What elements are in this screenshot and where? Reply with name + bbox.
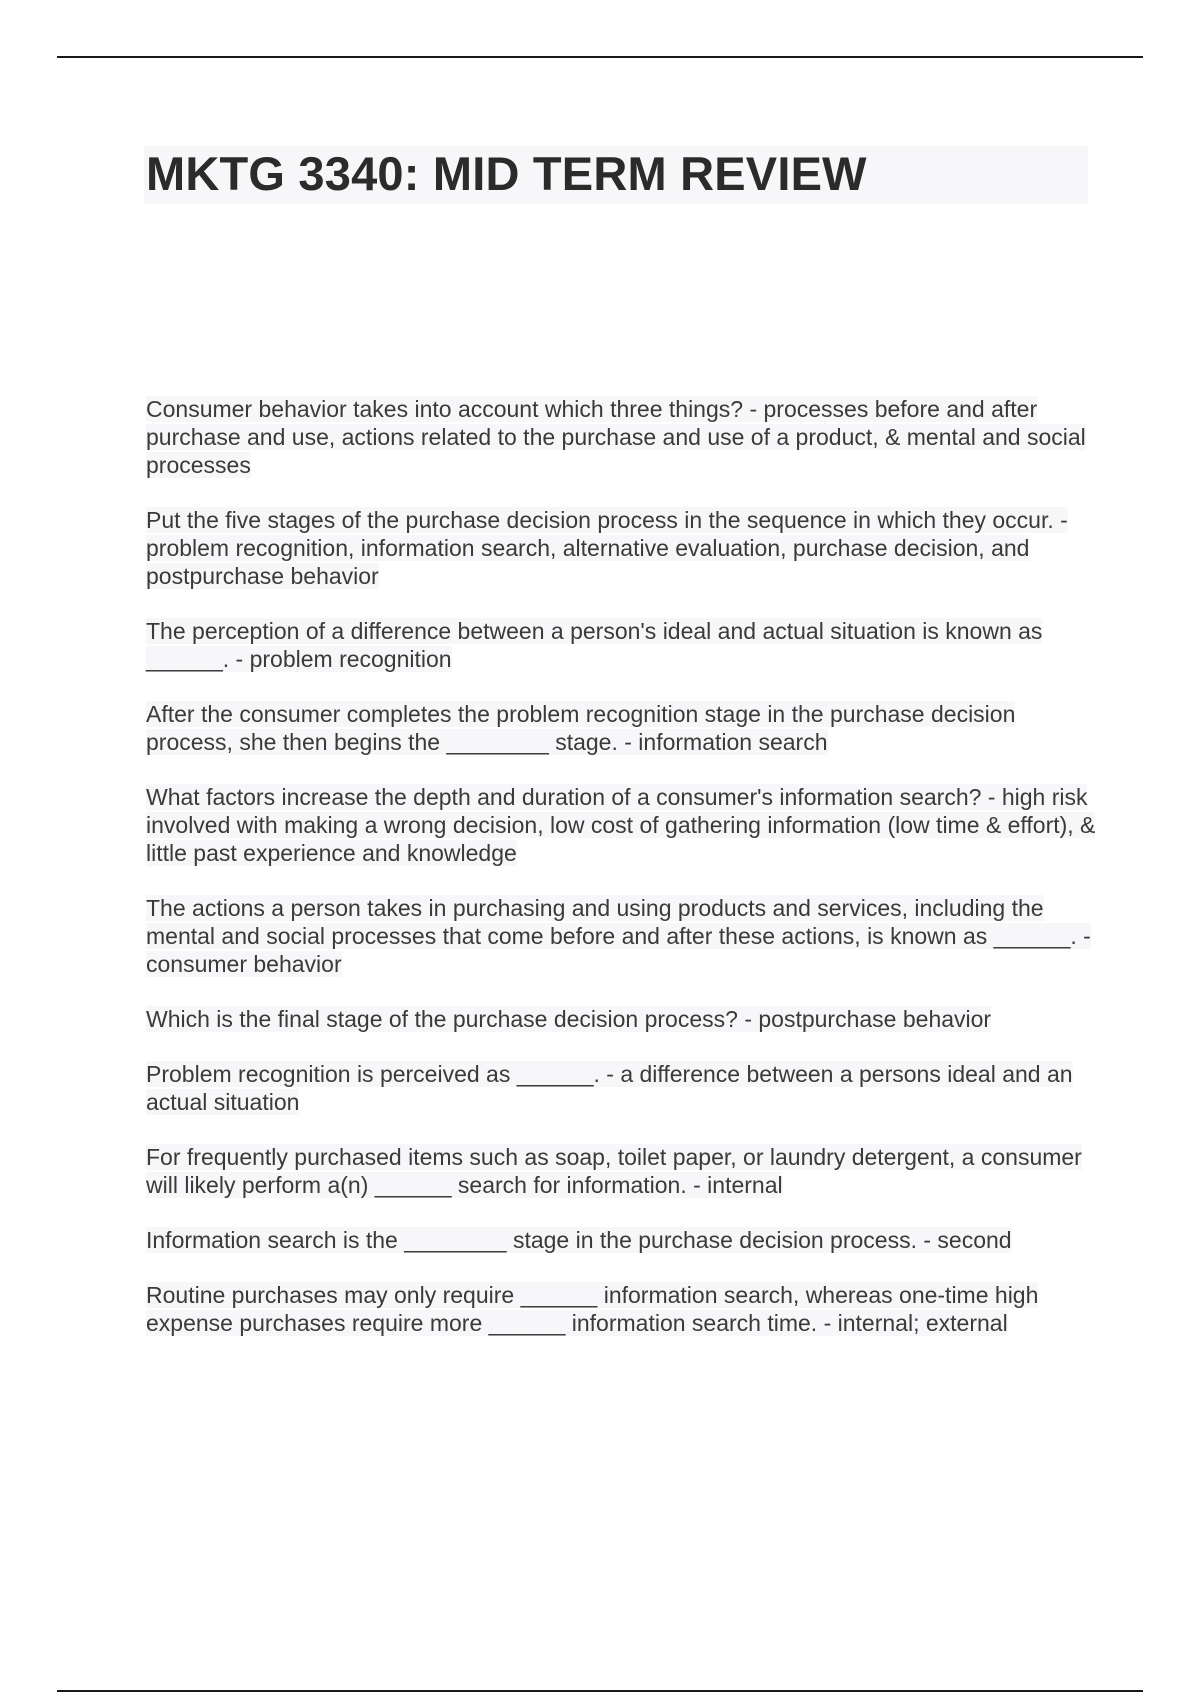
review-item (146, 1281, 1096, 1337)
review-item-text: Which is the final stage of the purchase decision process? - postpurchase behavior (146, 1006, 992, 1032)
review-item (146, 395, 1096, 479)
review-item (146, 1005, 1096, 1033)
review-item-text: Problem recognition is perceived as ______. - a difference between a persons ideal and an actual situation (146, 1061, 1073, 1115)
review-item-text: The actions a person takes in purchasing and using products and services, including the mental and social processes that come before and after these actions, is known as ______. - consumer behavior (146, 895, 1091, 977)
review-item (146, 506, 1096, 590)
review-item-text: What factors increase the depth and duration of a consumer's information search? - high risk involved with making a wrong decision, low cost of gathering information (low time & effort), & little past experience and knowledge (146, 784, 1096, 866)
review-question-list (146, 395, 1096, 1364)
review-item-text: Routine purchases may only require ______ information search, whereas one-time high expense purchases require more ______ information search time. - internal; external (146, 1282, 1039, 1336)
page-title: MKTG 3340: MID TERM REVIEW (146, 147, 867, 200)
review-item (146, 783, 1096, 867)
review-item (146, 617, 1096, 673)
review-item (146, 700, 1096, 756)
top-rule (57, 56, 1143, 58)
review-item-text: Information search is the ________ stage in the purchase decision process. - second (146, 1227, 1012, 1253)
review-item-text: After the consumer completes the problem recognition stage in the purchase decision process, she then begins the ________ stage. - information search (146, 701, 1016, 755)
bottom-rule (57, 1690, 1143, 1692)
review-item-text: Consumer behavior takes into account which three things? - processes before and after purchase and use, actions related to the purchase and use of a product, & mental and social processes (146, 396, 1086, 478)
review-item (146, 894, 1096, 978)
review-item-text: The perception of a difference between a person's ideal and actual situation is known as ______. - problem recognition (146, 618, 1043, 672)
review-item-text: For frequently purchased items such as soap, toilet paper, or laundry detergent, a consumer will likely perform a(n) ______ search for information. - internal (146, 1144, 1082, 1198)
review-item (146, 1060, 1096, 1116)
review-item (146, 1143, 1096, 1199)
review-item (146, 1226, 1096, 1254)
review-item-text: Put the five stages of the purchase decision process in the sequence in which they occur. - problem recognition, information search, alternative evaluation, purchase decision, and postpurchase behavior (146, 507, 1068, 589)
